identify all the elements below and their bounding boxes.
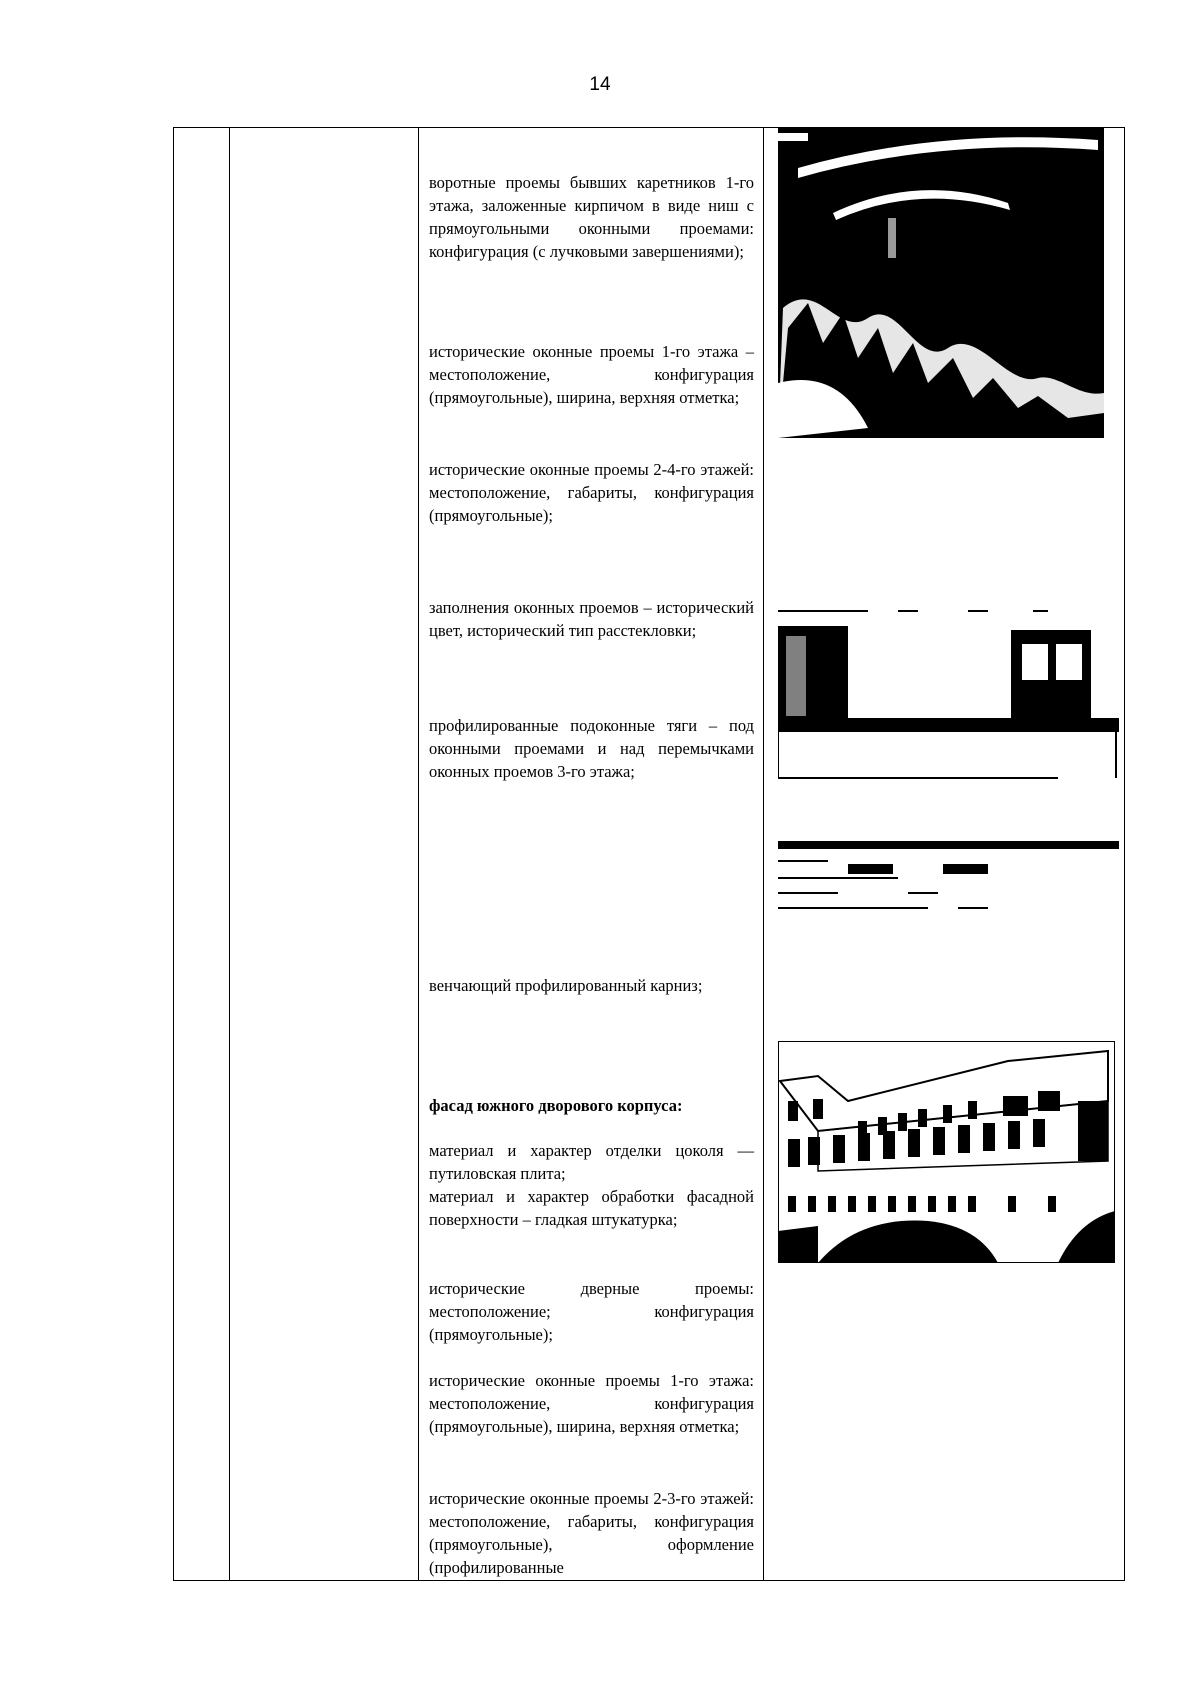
column-divider (418, 128, 419, 1580)
description-paragraph: исторические оконные проемы 2-4-го этажей: местоположение, габариты, конфигурация (прямоугольные); (429, 460, 754, 525)
photo-arched-gate-niche (778, 128, 1104, 438)
description-paragraph: материал и характер отделки цоколя — путиловская плита; (429, 1141, 754, 1183)
description-paragraph: исторические оконные проемы 2-3-го этажей: местоположение, габариты, конфигурация (прямоугольные), оформление (профилированные (429, 1489, 754, 1577)
description-paragraph: материал и характер обработки фасадной поверхности – гладкая штукатурка; (429, 1187, 754, 1229)
description-paragraph: исторические оконные проемы 1-го этажа – местоположение, конфигурация (прямоугольные), ширина, верхняя отметка; (429, 342, 754, 407)
description-paragraph: исторические дверные проемы: местоположение; конфигурация (прямоугольные); (429, 1279, 754, 1344)
section-heading: фасад южного дворового корпуса: (429, 1096, 683, 1115)
description-paragraph: заполнения оконных проемов – исторический цвет, исторический тип расстекловки; (429, 598, 754, 640)
description-paragraph: венчающий профилированный карниз; (429, 976, 703, 995)
description-paragraph: исторические оконные проемы 1-го этажа: местоположение, конфигурация (прямоугольные), ширина, верхняя отметка; (429, 1371, 754, 1436)
column-divider (229, 128, 230, 1580)
monument-subject-table (173, 127, 1125, 1581)
description-paragraph: профилированные подоконные тяги – под оконными проемами и над перемычками оконных проемов 3-го этажа; (429, 716, 754, 781)
photo-south-courtyard-facade (778, 1041, 1115, 1263)
photo-window-fillings (778, 608, 1119, 913)
column-divider (763, 128, 764, 1580)
description-paragraph: воротные проемы бывших каретников 1-го этажа, заложенные кирпичом в виде ниш с прямоугольными оконными проемами: конфигурация (с лучковыми завершениями); (429, 173, 754, 261)
page-number: 14 (589, 74, 611, 95)
